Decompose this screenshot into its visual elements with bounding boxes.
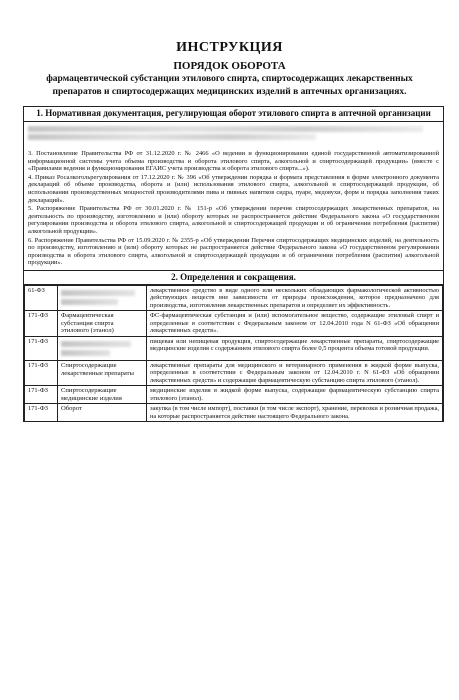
document-subject: фармацевтической субстанции этилового спирта, спиртосодержащих лекарственных препаратов и спиртосодержащих медицинских изделий в аптечных организациях.: [46, 74, 413, 97]
section-normative-docs: [23, 106, 444, 422]
law-cell: 61-ФЗ: [25, 285, 58, 310]
law-cell: 171-ФЗ: [25, 404, 58, 422]
section-1-body: [24, 122, 443, 270]
term-cell: Оборот: [58, 404, 147, 422]
definition-cell: лекарственное средство в виде одного или нескольких обладающих фармакологической активностью действующих веществ вне зависимости от природы происхождения, которое предназначено для производства, изготовления лекарственных препаратов и определяет их эффективность.: [147, 285, 443, 310]
law-cell: 171-ФЗ: [25, 336, 58, 360]
definition-cell: медицинские изделия в жидкой форме выпуска, содержащие фармацевтическую субстанцию спирта этилового (этанол).: [147, 386, 443, 404]
definition-cell: ФС-фармацевтическая субстанция и (или) вспомогательное вещество, содержащие этиловый спирт и определенные в соответствии с Федеральным законом от 12.04.2010 года N 61-ФЗ «Об обращении лекарственных средств».: [147, 311, 443, 337]
table-row: [25, 311, 443, 337]
table-row: [25, 404, 443, 422]
law-cell: 171-ФЗ: [25, 386, 58, 404]
doc-item-4: 4. Приказ Росалкогольрегулирования от 17.12.2020 г. № 396 «Об утверждении порядка и формата представления в форме электронного документа деклараций об объеме производства, оборота и (или) использования этилового спирта, алкогольной и спиртосодержащей продукции, об использовании производственных мощностей производителями пива и пивных напитков сидра, пуаре, медовухи, форм и порядка заполнения таких деклараций».: [28, 173, 439, 204]
definitions-table: [24, 285, 443, 422]
redacted-term: [58, 285, 147, 310]
doc-item-6: 6. Распоряжение Правительства РФ от 15.09.2020 г. № 2355-р «Об утверждении Перечня спиртосодержащих медицинских изделий, на деятельность по производству, изготовлению и (или) обороту которых не распространяется действие Федерального закона «О государственном регулировании производства и оборота этилового спирта, алкогольной и спиртосодержащей продукции и об ограничении потребления (распития) алкогольной продукции».: [28, 236, 439, 267]
table-row: [25, 285, 443, 310]
law-cell: 171-ФЗ: [25, 360, 58, 385]
law-cell: 171-ФЗ: [25, 311, 58, 337]
section-2-heading: 2. Определения и сокращения.: [24, 270, 443, 285]
term-cell: Спиртосодержащие лекарственные препараты: [58, 360, 147, 385]
definition-cell: пищевая или непищевая продукция, спиртосодержащие лекарственные препараты, спиртосодержащие медицинские изделия с содержанием этилового спирта более 0,5 процента объема готовой продукции.: [147, 336, 443, 360]
term-cell: Спиртосодержащие медицинские изделия: [58, 386, 147, 404]
table-row: [25, 386, 443, 404]
redacted-text: [28, 126, 439, 148]
table-row: [25, 360, 443, 385]
definition-cell: закупка (в том числе импорт), поставки (в том числе экспорт), хранение, перевозки и розничная продажа, на которые распространяется действие настоящего Федерального закона.: [147, 404, 443, 422]
term-cell: Фармацевтическая субстанция спирта этилового (этанол): [58, 311, 147, 337]
doc-item-3: 3. Постановление Правительства РФ от 31.12.2020 г. № 2466 «О ведении и функционировании единой государственной автоматизированной информационной системы учета объема производства и оборота этилового спирта, алкогольной и спиртосодержащей продукции» (вместе с «Правилами ведения и функционирования ЕГАИС учета производства и оборота этилового спирта...»).: [28, 150, 439, 173]
document-title: ИНСТРУКЦИЯ: [176, 40, 283, 55]
table-row: [25, 336, 443, 360]
document-subtitle: ПОРЯДОК ОБОРОТА: [173, 60, 286, 72]
doc-item-5: 5. Распоряжение Правительства РФ от 30.01.2020 г. № 151-р «Об утверждении перечня спиртосодержащих лекарственных препаратов, на деятельность по производству, изготовлению и (или) обороту которых не распространяется действие Федерального закона «О государственном регулировании производства и оборота этилового спирта, алкогольной и спиртосодержащей продукции и об ограничении потребления (распития) алкогольной продукции».: [28, 205, 439, 235]
redacted-term: [58, 336, 147, 360]
section-1-heading: 1. Нормативная документация, регулирующая оборот этилового спирта в аптечной организации: [24, 107, 443, 122]
definition-cell: лекарственные препараты для медицинского и ветеринарного применения в жидкой форме выпуска, определенные в соответствии с Федеральным законом от 12.04.2010 г. N 61-ФЗ «Об обращении лекарственных средств» и содержащие фармацевтическую субстанцию спирта этилового (этанол).: [147, 360, 443, 385]
